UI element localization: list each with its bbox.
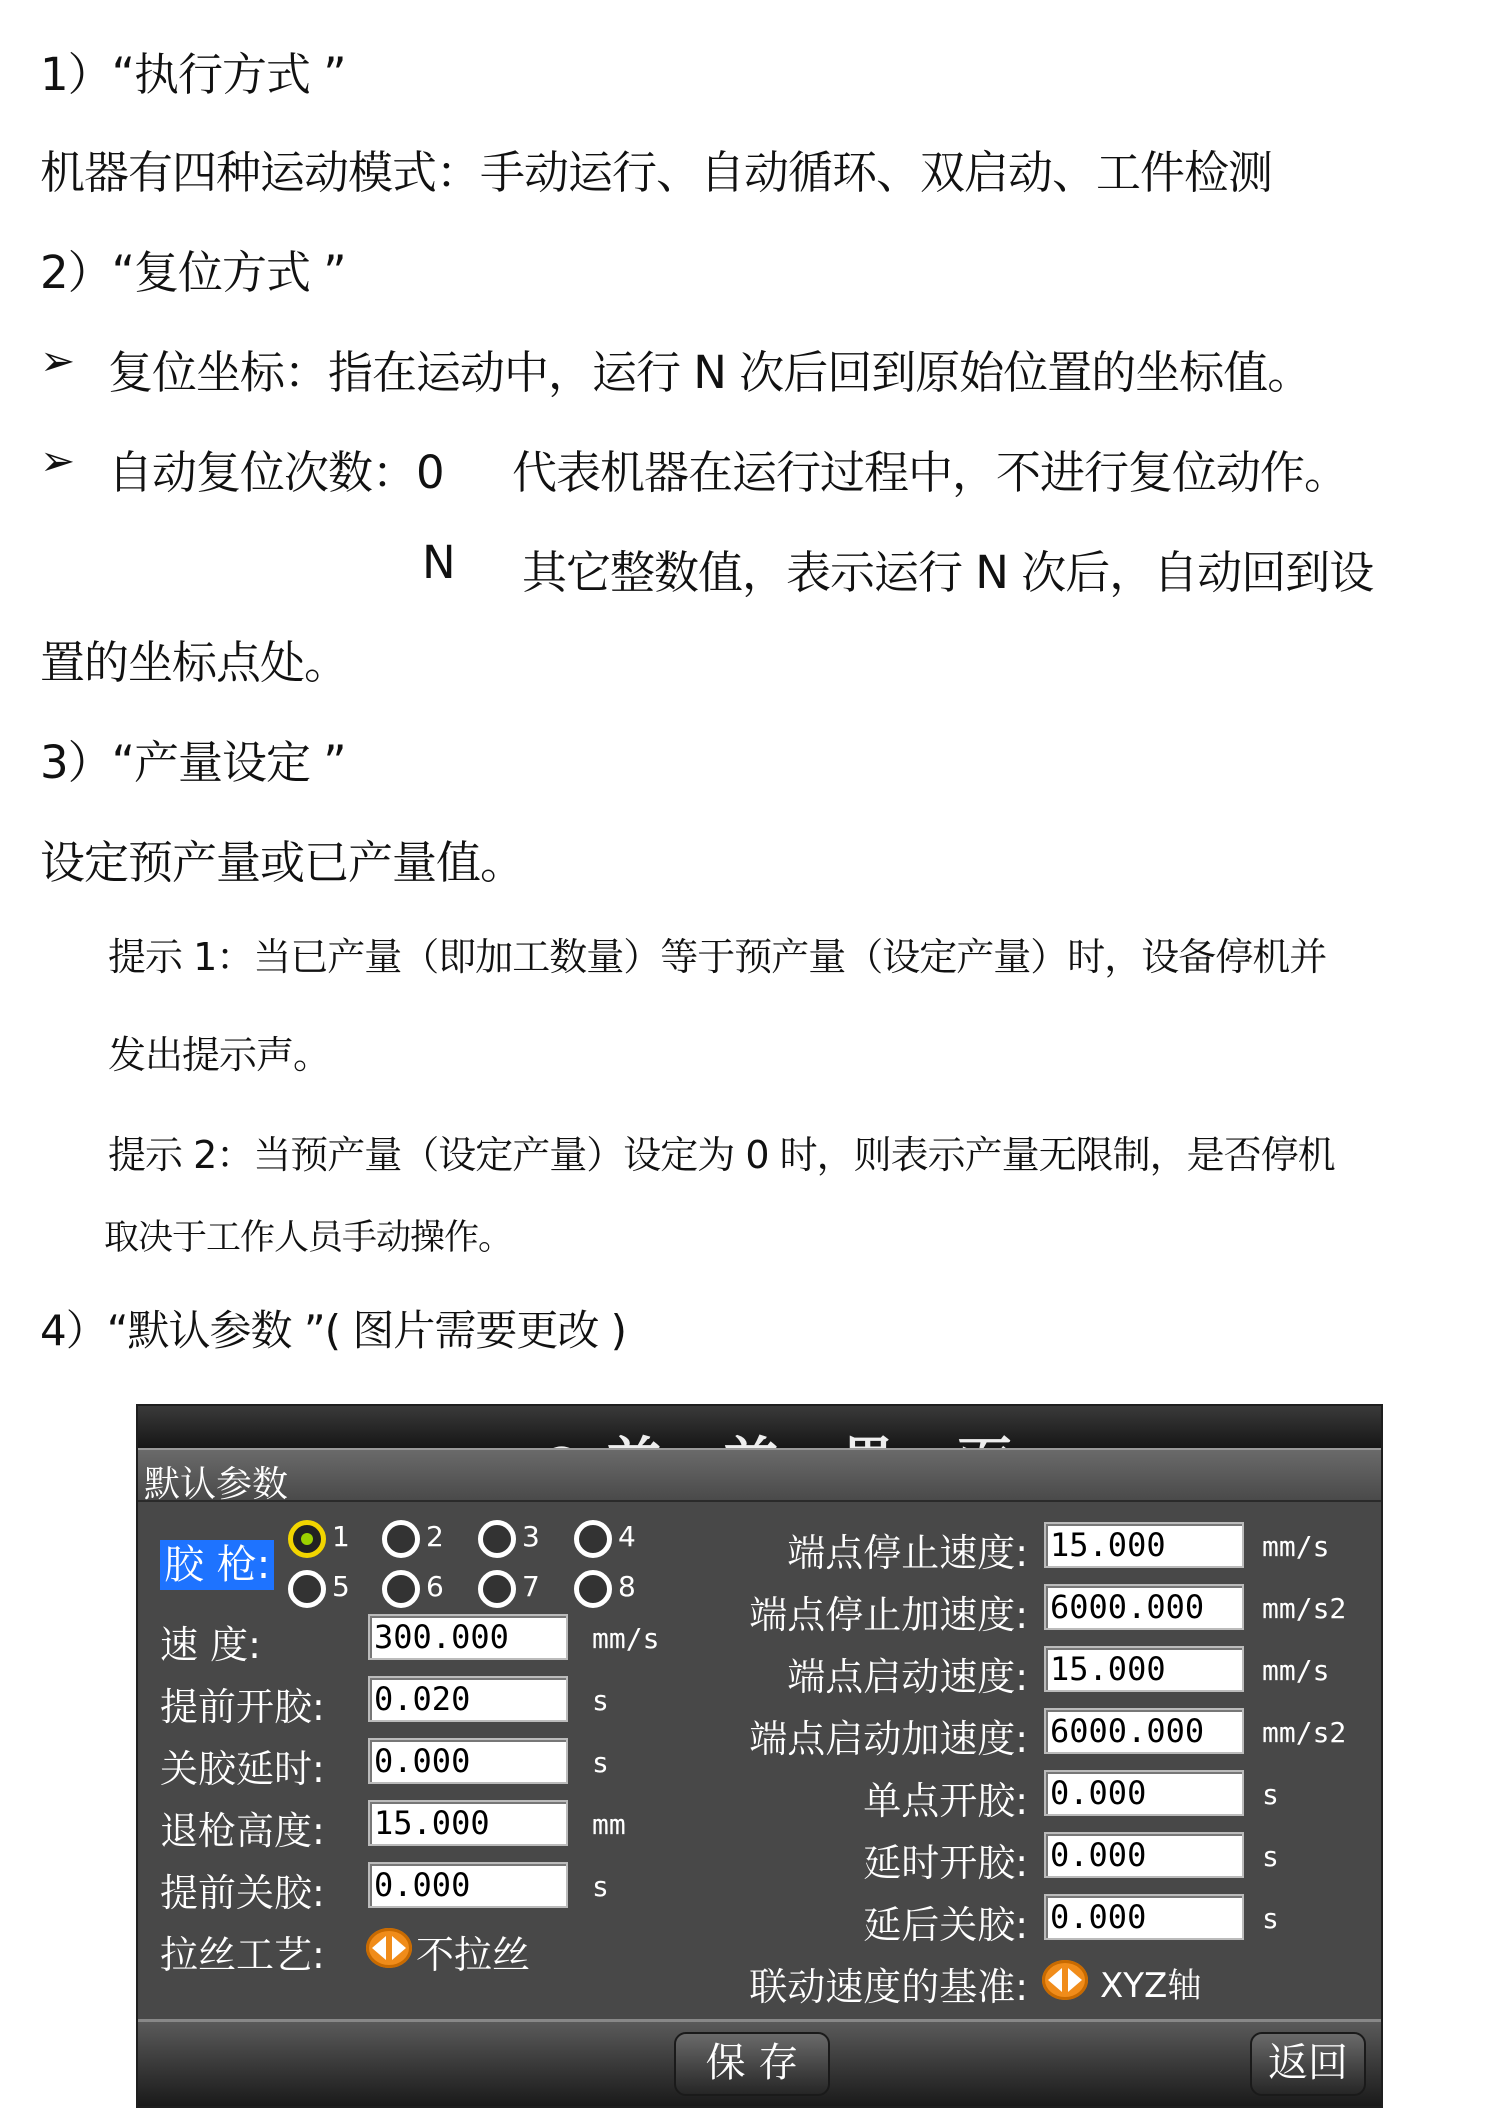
wire-drawing-value: 不拉丝	[416, 1933, 531, 1977]
gun-radio-3[interactable]	[478, 1520, 516, 1558]
gun-radio-5[interactable]	[288, 1570, 326, 1608]
reset-coordinate-text: 复位坐标：指在运动中，运行 N 次后回到原始位置的坐标值。	[108, 346, 1312, 399]
save-button[interactable]: 保 存	[674, 2032, 830, 2096]
speed-unit: mm/s	[592, 1622, 660, 1655]
auto-reset-n: N	[422, 536, 455, 589]
endpoint-start-speed-input[interactable]: 15.000	[1044, 1646, 1244, 1692]
tip-2-line-2: 取决于工作人员手动操作。	[104, 1218, 513, 1258]
close-glue-delay-input[interactable]: 0.000	[368, 1738, 568, 1784]
gun-radio-4[interactable]	[574, 1520, 612, 1558]
delay-close-glue-input[interactable]: 0.000	[1044, 1894, 1244, 1940]
retract-height-input[interactable]: 15.000	[368, 1800, 568, 1846]
speed-input[interactable]: 300.000	[368, 1614, 568, 1660]
endpoint-stop-accel-unit: mm/s2	[1262, 1592, 1347, 1625]
section-3-heading: 3）“产量设定 ”	[40, 736, 346, 789]
gun-radio-7[interactable]	[478, 1570, 516, 1608]
single-point-glue-label: 单点开胶:	[863, 1779, 1028, 1823]
gun-radio-label: 4	[618, 1520, 636, 1553]
default-params-screen	[136, 1404, 1383, 2108]
close-glue-delay-unit: s	[592, 1746, 609, 1779]
gun-radio-6[interactable]	[382, 1570, 420, 1608]
gun-radio-label: 8	[618, 1570, 636, 1603]
link-speed-basis-label: 联动速度的基准:	[749, 1965, 1028, 2009]
delay-close-glue-label: 延后关胶:	[863, 1903, 1028, 1947]
wire-drawing-toggle-icon[interactable]	[366, 1928, 412, 1968]
delay-close-glue-unit: s	[1262, 1902, 1279, 1935]
delay-open-glue-unit: s	[1262, 1840, 1279, 1873]
endpoint-stop-accel-label: 端点停止加速度:	[749, 1593, 1028, 1637]
auto-reset-count-label: 自动复位次数：0	[108, 446, 444, 499]
pre-open-glue-label: 提前开胶:	[160, 1685, 325, 1729]
tip-1-line-1: 提示 1：当已产量（即加工数量）等于预产量（设定产量）时，设备停机并	[108, 935, 1327, 979]
gun-radio-label: 2	[426, 1520, 444, 1553]
auto-reset-n-desc: 其它整数值，表示运行 N 次后，自动回到设	[522, 546, 1374, 599]
retract-height-label: 退枪高度:	[160, 1809, 325, 1853]
section-1-text: 机器有四种运动模式：手动运行、自动循环、双启动、工件检测	[40, 146, 1273, 199]
retract-height-unit: mm	[592, 1808, 626, 1841]
screen-bottom-bar	[138, 2019, 1381, 2106]
auto-reset-n-desc-cont: 置的坐标点处。	[40, 636, 349, 689]
endpoint-start-speed-unit: mm/s	[1262, 1654, 1330, 1687]
pre-open-glue-unit: s	[592, 1684, 609, 1717]
tip-2-line-1: 提示 2：当预产量（设定产量）设定为 0 时，则表示产量无限制，是否停机	[108, 1133, 1335, 1177]
gun-radio-2[interactable]	[382, 1520, 420, 1558]
pre-close-glue-unit: s	[592, 1870, 609, 1903]
section-2-heading: 2）“复位方式 ”	[40, 246, 346, 299]
gun-radio-label: 1	[332, 1520, 350, 1553]
endpoint-start-speed-label: 端点启动速度:	[787, 1655, 1028, 1699]
pre-close-glue-input[interactable]: 0.000	[368, 1862, 568, 1908]
endpoint-start-accel-unit: mm/s2	[1262, 1716, 1347, 1749]
endpoint-start-accel-input[interactable]: 6000.000	[1044, 1708, 1244, 1754]
delay-open-glue-input[interactable]: 0.000	[1044, 1832, 1244, 1878]
gun-radio-label: 6	[426, 1570, 444, 1603]
glue-gun-label: 胶 枪:	[160, 1540, 274, 1590]
endpoint-stop-speed-input[interactable]: 15.000	[1044, 1522, 1244, 1568]
pre-close-glue-label: 提前关胶:	[160, 1871, 325, 1915]
back-button[interactable]: 返回	[1250, 2032, 1366, 2096]
gun-radio-1[interactable]	[288, 1520, 326, 1558]
arrow-right-icon: ➢	[40, 436, 76, 485]
pre-open-glue-input[interactable]: 0.020	[368, 1676, 568, 1722]
gun-radio-label: 5	[332, 1570, 350, 1603]
gun-radio-label: 7	[522, 1570, 540, 1603]
screen-top-bar	[138, 1406, 1381, 1448]
screen-title: 默认参数	[144, 1464, 289, 1505]
link-speed-basis-value: XYZ轴	[1100, 1966, 1202, 2006]
wire-drawing-label: 拉丝工艺:	[160, 1933, 325, 1977]
section-4-heading: 4）“默认参数 ”( 图片需要更改 )	[40, 1306, 627, 1355]
endpoint-stop-accel-input[interactable]: 6000.000	[1044, 1584, 1244, 1630]
endpoint-stop-speed-unit: mm/s	[1262, 1530, 1330, 1563]
gun-radio-8[interactable]	[574, 1570, 612, 1608]
screen-title-bar	[138, 1448, 1381, 1505]
auto-reset-zero-desc: 代表机器在运行过程中，不进行复位动作。	[512, 446, 1349, 499]
section-1-heading: 1）“执行方式 ”	[40, 48, 346, 101]
delay-open-glue-label: 延时开胶:	[863, 1841, 1028, 1885]
close-glue-delay-label: 关胶延时:	[160, 1747, 325, 1791]
single-point-glue-unit: s	[1262, 1778, 1279, 1811]
gun-radio-label: 3	[522, 1520, 540, 1553]
arrow-right-icon: ➢	[40, 336, 76, 385]
tip-1-line-2: 发出提示声。	[108, 1033, 331, 1077]
endpoint-stop-speed-label: 端点停止速度:	[787, 1531, 1028, 1575]
endpoint-start-accel-label: 端点启动加速度:	[749, 1717, 1028, 1761]
link-speed-basis-toggle-icon[interactable]	[1042, 1960, 1088, 2000]
single-point-glue-input[interactable]: 0.000	[1044, 1770, 1244, 1816]
speed-label: 速 度:	[160, 1623, 261, 1667]
section-3-text: 设定预产量或已产量值。	[40, 836, 525, 889]
